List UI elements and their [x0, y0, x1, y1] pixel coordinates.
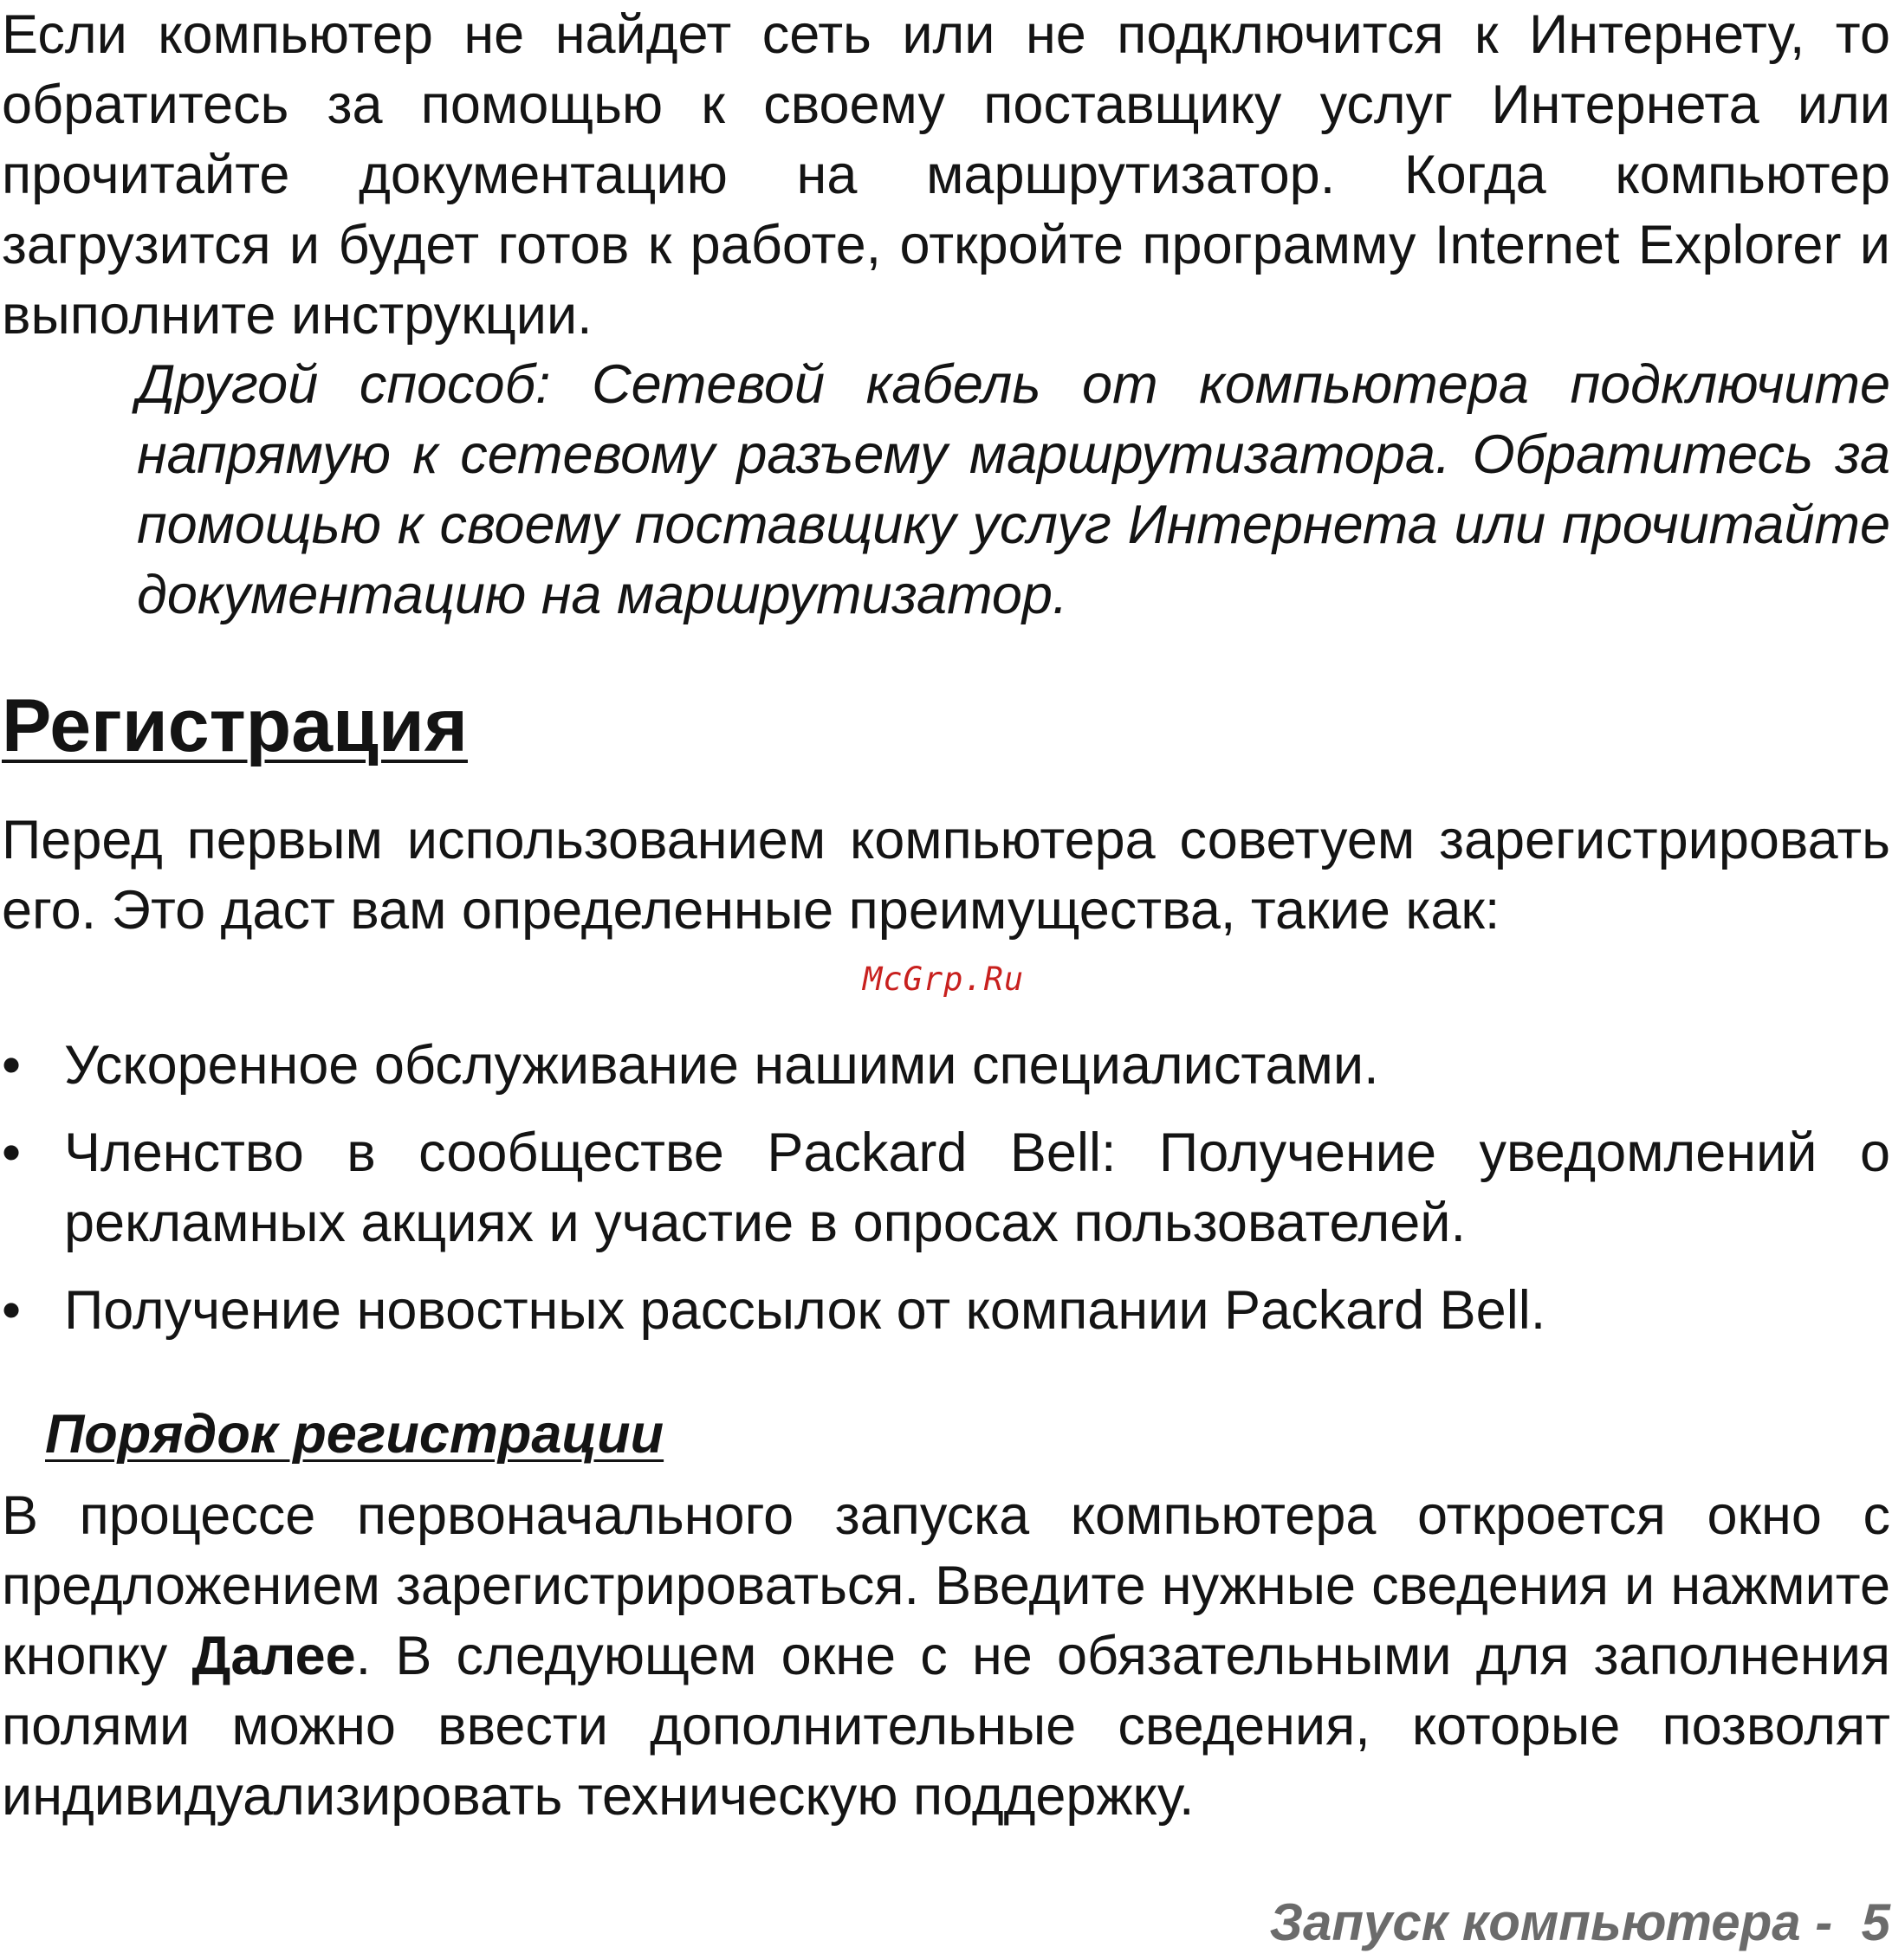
bullet-icon: • — [2, 1122, 22, 1183]
benefits-list — [0, 1031, 1890, 1363]
watermark-text: McGrp.Ru — [863, 961, 1025, 998]
section-heading-registration: Регистрация — [2, 684, 468, 767]
bullet-icon: • — [2, 1035, 22, 1096]
next-button-name: Далее — [191, 1626, 356, 1686]
subheading-registration-procedure: Порядок регистрации — [45, 1404, 664, 1465]
benefit-text: Ускоренное обслуживание нашими специалистами. — [64, 1035, 1379, 1096]
bullet-icon: • — [2, 1280, 22, 1341]
procedure-paragraph — [2, 1481, 1890, 1832]
alternative-method-note: Другой способ: Сетевой кабель от компьютера подключите напрямую к сетевому разъему маршрутизатора. Обратитесь за помощью к своему поставщику услуг Интернета или прочитайте документацию на маршрутизатор. — [137, 354, 1890, 625]
procedure-text-before: В процессе первоначального запуска компьютера откроется окно с предложением зарегистрироваться. Введите нужные сведения и нажмите кнопку — [2, 1485, 1890, 1686]
list-item — [0, 1118, 1890, 1258]
procedure-text-after: . В следующем окне с не обязательными для заполнения полями можно ввести дополнительные сведения, которые позволят индивидуализировать техническую поддержку. — [2, 1626, 1890, 1827]
benefit-text: Получение новостных рассылок от компании Packard Bell. — [64, 1280, 1546, 1341]
footer-chapter-title: Запуск компьютера - — [1269, 1893, 1833, 1951]
page-number: 5 — [1861, 1893, 1890, 1951]
list-item — [0, 1031, 1890, 1101]
benefit-text: Членство в сообществе Packard Bell: Получение уведомлений о рекламных акциях и участие в опросах пользователей. — [64, 1122, 1890, 1253]
registration-intro-paragraph: Перед первым использованием компьютера советуем зарегистрировать его. Это даст вам определенные преимущества, такие как: — [2, 810, 1890, 941]
page-footer — [1269, 1890, 1890, 1956]
list-item — [0, 1276, 1890, 1346]
intro-paragraph: Если компьютер не найдет сеть или не подключится к Интернету, то обратитесь за помощью к своему поставщику услуг Интернета или прочитайте документацию на маршрутизатор. Когда компьютер загрузится и будет готов к работе, откройте программу Internet Explorer и выполните инструкции. — [2, 4, 1890, 346]
